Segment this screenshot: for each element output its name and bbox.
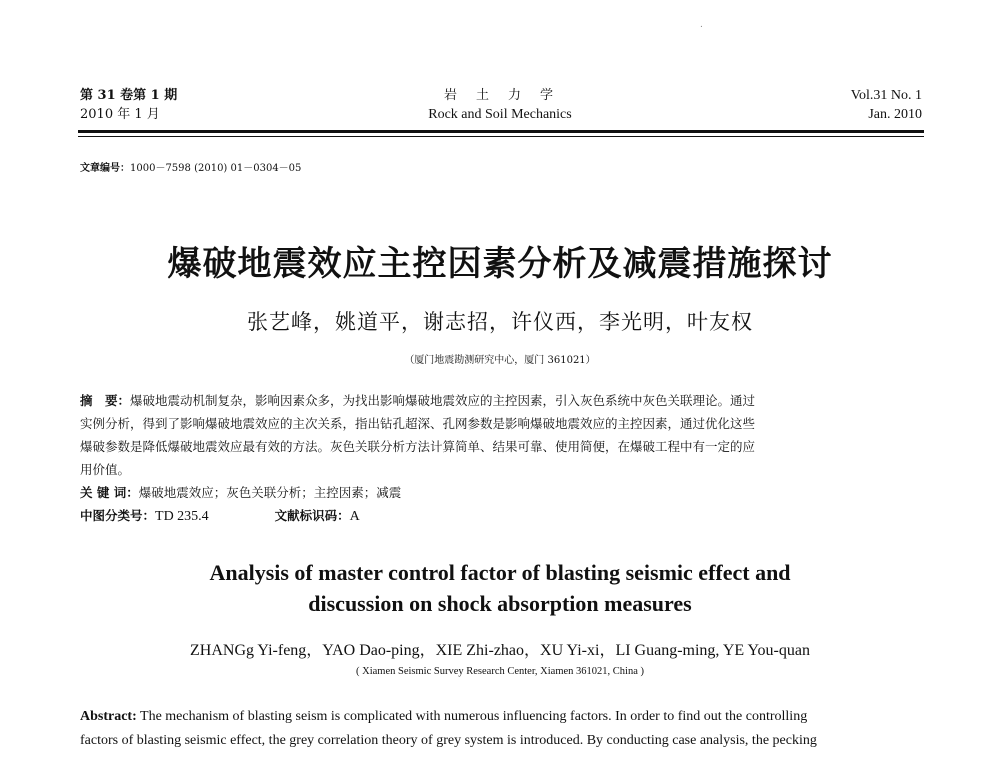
article-number-value: 1000－7598 (2010) 01－0304－05 bbox=[130, 163, 302, 174]
scan-marks: . bbox=[700, 20, 703, 30]
cn-abstract-label: 摘 要： bbox=[80, 393, 131, 408]
article-number bbox=[80, 159, 301, 174]
en-title bbox=[0, 557, 1000, 619]
header-rule-thin bbox=[78, 136, 924, 137]
cn-keywords-label: 关 键 词： bbox=[80, 485, 139, 500]
journal-issue-cn bbox=[80, 86, 177, 124]
cn-abstract-line-2: 实例分析，得到了影响爆破地震效应的主次关系，指出钻孔超深、孔网参数是影响爆破地震效应的主控因素，通过优化这些 bbox=[80, 416, 756, 431]
journal-name bbox=[370, 86, 630, 124]
clc-value: TD 235.4 bbox=[155, 509, 209, 524]
en-authors: ZHANGg Yi-feng，YAO Dao-ping，XIE Zhi-zhao，XU Yi-xi，LI Guang-ming, YE You-quan bbox=[190, 642, 810, 659]
header-rule-thick bbox=[78, 130, 924, 133]
cn-abstract-line-4: 用价值。 bbox=[80, 462, 131, 477]
date-line: 2010 年 1 月 bbox=[80, 107, 160, 122]
cn-affiliation: （厦门地震勘测研究中心，厦门 361021） bbox=[404, 355, 596, 366]
issue-line: 第 31 卷第 1 期 bbox=[80, 88, 178, 103]
journal-issue-en bbox=[851, 86, 922, 124]
cn-abstract bbox=[80, 389, 922, 528]
en-abstract bbox=[80, 705, 922, 753]
cn-abstract-line-1: 摘 要：爆破地震动机制复杂，影响因素众多，为找出影响爆破地震效应的主控因素，引入灰色系统中灰色关联理论。通过 bbox=[80, 393, 756, 408]
en-title-line-1: Analysis of master control factor of blasting seismic effect and bbox=[209, 560, 791, 585]
cn-keywords bbox=[80, 481, 922, 504]
cn-keywords-value: 爆破地震效应；灰色关联分析；主控因素；减震 bbox=[138, 485, 402, 500]
cn-classification bbox=[80, 504, 922, 528]
volume-line: Vol.31 No. 1 bbox=[850, 88, 922, 103]
en-abstract-line-2: factors of blasting seismic effect, the grey correlation theory of grey system is introduced. By conducting case analysis, the pecking bbox=[80, 733, 817, 748]
clc-label: 中图分类号： bbox=[80, 508, 156, 523]
en-affiliation: ( Xiamen Seismic Survey Research Center, Xiamen 361021, China ) bbox=[356, 666, 644, 677]
cn-title: 爆破地震效应主控因素分析及减震措施探讨 bbox=[167, 244, 833, 284]
journal-name-cn: 岩 土 力 学 bbox=[443, 88, 556, 103]
article-number-label: 文章编号： bbox=[80, 163, 130, 174]
cn-authors: 张艺峰，姚道平，谢志招，许仪西，李光明，叶友权 bbox=[247, 310, 753, 334]
en-abstract-label: Abstract: bbox=[80, 709, 137, 724]
journal-name-en: Rock and Soil Mechanics bbox=[428, 107, 572, 122]
en-abstract-line-1: Abstract: The mechanism of blasting seism is complicated with numerous influencing factors. In order to find out the controlling bbox=[80, 709, 808, 724]
cn-abstract-line-3: 爆破参数是降低爆破地震效应最有效的方法。灰色关联分析方法计算简单、结果可靠、使用简便，在爆破工程中有一定的应 bbox=[80, 439, 756, 454]
en-title-line-2: discussion on shock absorption measures bbox=[308, 591, 692, 616]
date-line-en: Jan. 2010 bbox=[868, 107, 922, 122]
doc-code-label: 文献标识码： bbox=[274, 508, 350, 523]
doc-code-value: A bbox=[349, 509, 360, 524]
